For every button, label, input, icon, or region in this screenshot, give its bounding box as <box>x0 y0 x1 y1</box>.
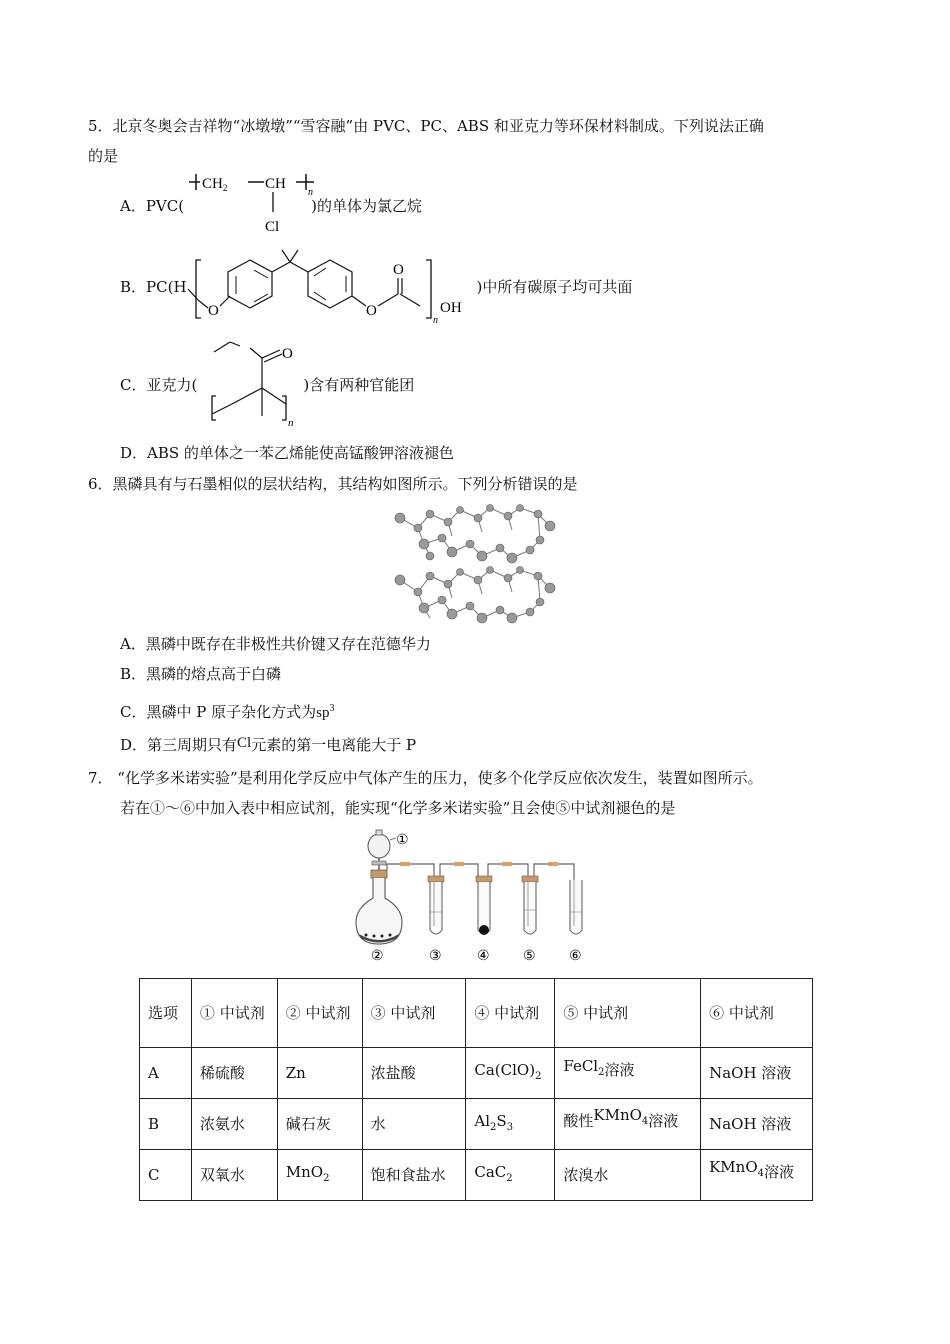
table-cell: B <box>140 1099 192 1150</box>
q5-option-c-prefix: C．亚克力( <box>120 376 198 394</box>
apparatus-label-3: ③ <box>429 949 442 964</box>
table-header-cell: ③ 中试剂 <box>362 979 466 1048</box>
q6-option-b: B．黑磷的熔点高于白磷 <box>120 665 282 683</box>
table-cell: 饱和食盐水 <box>362 1150 466 1201</box>
round-bottom-flask <box>356 870 402 944</box>
table-row <box>140 1048 813 1099</box>
test-tube-3 <box>428 876 444 934</box>
table-cell: KMnO$_4$溶液 <box>701 1150 813 1201</box>
apparatus-label-4: ④ <box>477 949 490 964</box>
q6-option-c-prefix: C．黑磷中 P 原子杂化方式为 <box>120 703 317 721</box>
table-cell: A <box>140 1048 192 1099</box>
table-header-row <box>140 979 813 1048</box>
table-cell: C <box>140 1150 192 1201</box>
domino-apparatus-figure <box>350 826 612 966</box>
q6-option-c <box>120 699 334 723</box>
acrylic-o-label: O <box>282 346 293 362</box>
table-cell: NaOH 溶液 <box>701 1099 813 1150</box>
table-cell: 稀硫酸 <box>191 1048 277 1099</box>
q6-option-d <box>120 735 416 756</box>
q7-stem-line2: 若在①～⑥中加入表中相应试剂，能实现“化学多米诺实验”且会使⑤中试剂褪色的是 <box>120 799 676 817</box>
pc-n-label: n <box>433 315 438 324</box>
test-tube-6 <box>570 878 582 934</box>
table-cell: MnO$_2$ <box>277 1150 362 1201</box>
table-cell: NaOH 溶液 <box>701 1048 813 1099</box>
apparatus-label-1: ① <box>396 833 409 848</box>
q5-stem-line1: 5．北京冬奥会吉祥物“冰墩墩”“雪容融”由 PVC、PC、ABS 和亚克力等环保材料制成。下列说法正确 <box>88 117 764 135</box>
pvc-ch2-label: $CH_2$ <box>202 176 228 193</box>
table-cell: Zn <box>277 1048 362 1099</box>
apparatus-label-5: ⑤ <box>523 949 536 964</box>
q5-option-c-suffix: )含有两种官能团 <box>303 376 415 394</box>
pvc-cl-label: Cl <box>265 219 280 235</box>
q5-option-d: D．ABS 的单体之一苯乙烯能使高锰酸钾溶液褪色 <box>120 444 454 462</box>
pvc-ch-label: CH <box>265 176 286 192</box>
q6-option-d-suffix: 元素的第一电离能大于 P <box>251 736 417 754</box>
q6-stem: 6．黑磷具有与石墨相似的层状结构，其结构如图所示。下列分析错误的是 <box>88 475 578 493</box>
q5-stem-line2: 的是 <box>88 147 119 165</box>
table-row <box>140 1150 813 1201</box>
bp-atoms <box>395 505 555 624</box>
pc-structure <box>186 246 478 324</box>
table-cell: 碱石灰 <box>277 1099 362 1150</box>
table-cell: 酸性KMnO$_4$溶液 <box>555 1099 701 1150</box>
pvc-n-label: n <box>308 187 313 198</box>
q6-option-a: A．黑磷中既存在非极性共价键又存在范德华力 <box>120 635 431 653</box>
table-cell: 浓盐酸 <box>362 1048 466 1099</box>
black-phosphorus-figure <box>390 500 560 624</box>
q5-option-b-prefix: B．PC(H <box>120 278 187 296</box>
pc-o3-label: O <box>393 262 404 278</box>
table-cell: $Al_2S_3$ <box>466 1099 555 1150</box>
test-tube-5 <box>522 876 538 934</box>
table-header-cell: ② 中试剂 <box>277 979 362 1048</box>
table-header-cell: ⑥ 中试剂 <box>701 979 813 1048</box>
table-header-cell: ⑤ 中试剂 <box>555 979 701 1048</box>
table-cell: $Ca(ClO)_2$ <box>466 1048 555 1099</box>
table-cell: CaC$_2$ <box>466 1150 555 1201</box>
q5-option-a-suffix: )的单体为氯乙烷 <box>311 197 422 215</box>
pc-o2-label: O <box>366 303 377 319</box>
q6-option-c-formula: $sp^3$ <box>316 703 335 721</box>
pc-o1-label: O <box>208 303 219 319</box>
q7-stem-line1: 7． “化学多米诺实验”是利用化学反应中气体产生的压力，使多个化学反应依次发生，装置如图所示。 <box>88 769 763 787</box>
table-cell: 双氧水 <box>191 1150 277 1201</box>
bp-bonds <box>400 508 550 618</box>
q6-option-d-prefix: D．第三周期只有 <box>120 736 238 754</box>
table-header-cell: ① 中试剂 <box>191 979 277 1048</box>
q5-option-a-prefix: A．PVC( <box>120 197 185 215</box>
table-cell: FeCl$_2$溶液 <box>555 1048 701 1099</box>
table-cell: 浓氨水 <box>191 1099 277 1150</box>
q5-option-b-suffix: )中所有碳原子均可共面 <box>476 278 633 296</box>
acrylic-structure <box>196 336 302 428</box>
test-tube-4 <box>476 876 492 935</box>
q6-option-d-element: Cl <box>237 735 252 751</box>
apparatus-label-6: ⑥ <box>569 949 582 964</box>
table-cell: 水 <box>362 1099 466 1150</box>
table-cell: 浓溴水 <box>555 1150 701 1201</box>
table-header-cell: 选项 <box>140 979 192 1048</box>
reagent-table <box>139 978 813 1201</box>
table-header-cell: ④ 中试剂 <box>466 979 555 1048</box>
pvc-structure <box>184 170 324 238</box>
apparatus-label-2: ② <box>371 949 384 964</box>
table-row <box>140 1099 813 1150</box>
pc-oh-label: OH <box>440 300 462 316</box>
acrylic-n-label: n <box>288 417 294 428</box>
